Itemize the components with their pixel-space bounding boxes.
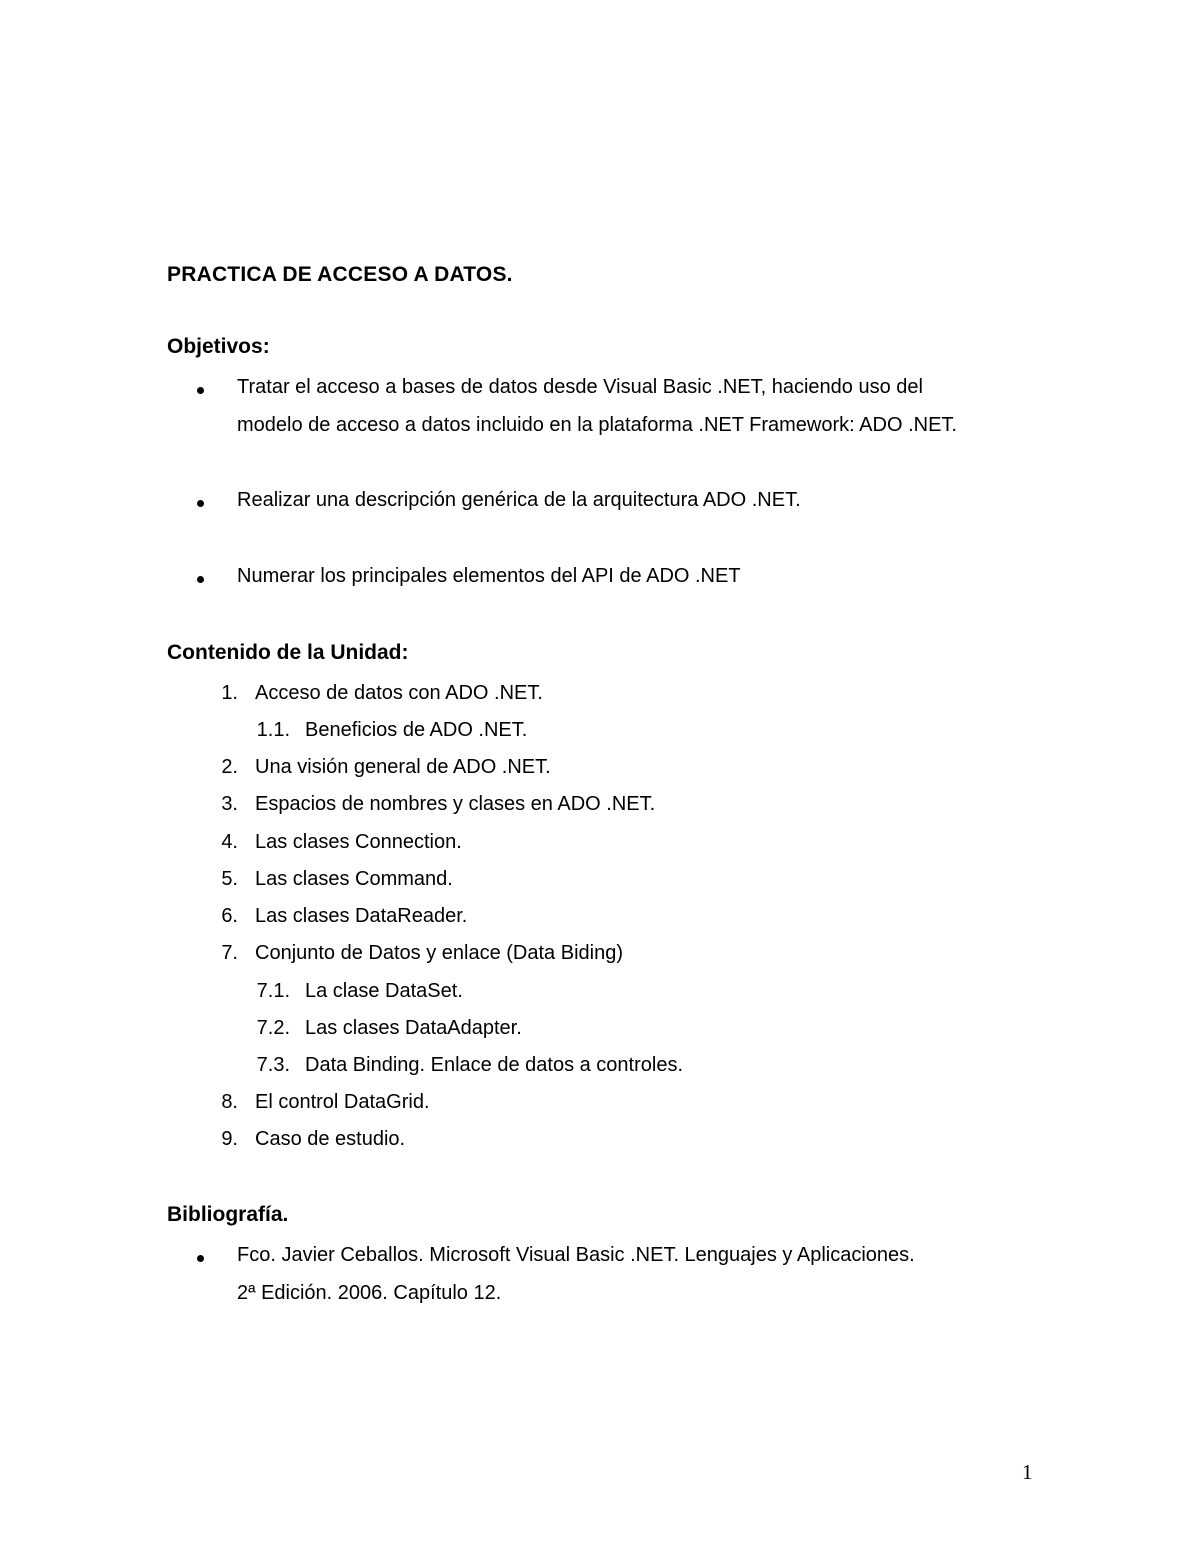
objective-item-text: Realizar una descripción genérica de la arquitectura ADO .NET. (237, 489, 801, 511)
toc-item-number: 7.2. (256, 1017, 290, 1039)
bibliography-heading: Bibliografía. (167, 1203, 289, 1226)
bibliography-item-text (237, 1236, 1033, 1312)
toc-item-text: Las clases Connection. (255, 831, 462, 853)
toc-item-number: 1.1. (256, 719, 290, 741)
contents-heading: Contenido de la Unidad: (167, 641, 409, 664)
toc-item-number: 2. (221, 756, 238, 778)
toc-item-text: El control DataGrid. (255, 1091, 430, 1113)
objective-item-line: Tratar el acceso a bases de datos desde Visual Basic .NET, haciendo uso del (237, 376, 923, 398)
document-title: PRACTICA DE ACCESO A DATOS. (167, 263, 513, 286)
toc-item-number: 8. (221, 1091, 238, 1113)
objectives-heading: Objetivos: (167, 335, 270, 358)
toc-item-text: Conjunto de Datos y enlace (Data Biding) (255, 942, 623, 964)
page-number: 1 (1022, 1460, 1033, 1484)
objective-item-text (237, 368, 1033, 444)
toc-item-text: Espacios de nombres y clases en ADO .NET. (255, 793, 656, 815)
toc-item-number: 3. (221, 793, 238, 815)
toc-item-number: 5. (221, 868, 238, 890)
objective-item-line: modelo de acceso a datos incluido en la plataforma .NET Framework: ADO .NET. (237, 414, 957, 436)
bibliography-item-line: Fco. Javier Ceballos. Microsoft Visual Basic .NET. Lenguajes y Aplicaciones. (237, 1244, 915, 1266)
toc-item-text: Beneficios de ADO .NET. (305, 719, 528, 741)
toc-item-number: 4. (221, 831, 238, 853)
toc-item-number: 7.1. (256, 980, 290, 1002)
toc-item-text: Una visión general de ADO .NET. (255, 756, 551, 778)
toc-item-number: 9. (221, 1128, 238, 1150)
toc-item-number: 7.3. (256, 1054, 290, 1076)
toc-item-text: Las clases Command. (255, 868, 453, 890)
bullet-icon (197, 576, 204, 583)
bullet-icon (197, 387, 204, 394)
toc-item-text: Data Binding. Enlace de datos a controles. (305, 1054, 684, 1076)
toc-item-text: Las clases DataAdapter. (305, 1017, 522, 1039)
bibliography-item-line: 2ª Edición. 2006. Capítulo 12. (237, 1282, 502, 1304)
bullet-icon (197, 1255, 204, 1262)
bullet-icon (197, 500, 204, 507)
toc-item-text: La clase DataSet. (305, 980, 463, 1002)
toc-item-text: Caso de estudio. (255, 1128, 406, 1150)
toc-item-number: 1. (221, 682, 238, 704)
toc-item-number: 6. (221, 905, 238, 927)
toc-item-text: Las clases DataReader. (255, 905, 468, 927)
toc-item-text: Acceso de datos con ADO .NET. (255, 682, 543, 704)
objective-item-text: Numerar los principales elementos del API de ADO .NET (237, 565, 741, 587)
toc-item-number: 7. (221, 942, 238, 964)
